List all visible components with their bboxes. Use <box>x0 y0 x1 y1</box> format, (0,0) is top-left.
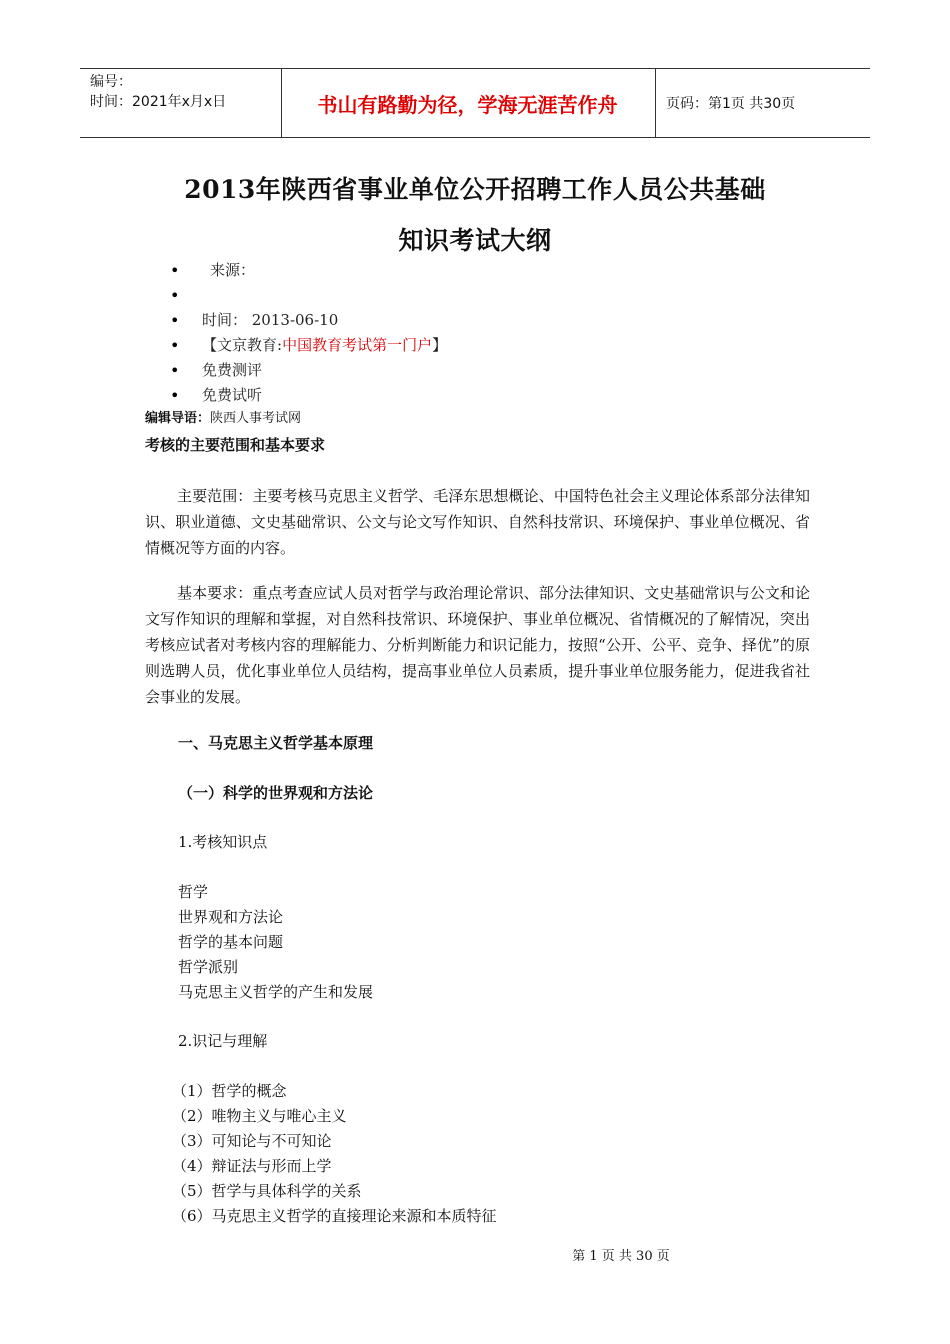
list-item: 哲学的基本问题 <box>178 933 284 951</box>
meta-time: • 时间： 2013-06-10 <box>170 308 447 333</box>
understanding-label: 2.识记与理解 <box>178 1032 268 1050</box>
list-item: （4）辩证法与形而上学 <box>172 1157 332 1175</box>
document-title-line1: 2013年陕西省事业单位公开招聘工作人员公共基础 <box>184 175 766 204</box>
list-item: （6）马克思主义哲学的直接理论来源和本质特征 <box>172 1207 497 1225</box>
document-header <box>80 68 870 138</box>
meta-free-listen[interactable]: • 免费试听 <box>170 383 447 408</box>
list-item: 马克思主义哲学的产生和发展 <box>178 983 374 1001</box>
header-motto: 书山有路勤为径，学海无涯苦作舟 <box>317 92 618 117</box>
understanding-list <box>172 1079 497 1229</box>
header-divider-right <box>655 69 656 137</box>
list-item: 哲学派别 <box>178 958 239 976</box>
page-footer: 第 1 页 共 30 页 <box>572 1249 670 1264</box>
list-item: （3）可知论与不可知论 <box>172 1132 332 1150</box>
editor-note: 编辑导语：陕西人事考试网 <box>145 411 302 426</box>
header-left-cell <box>90 72 280 112</box>
section-heading: 考核的主要范围和基本要求 <box>145 436 326 454</box>
number-label: 编号： <box>90 74 132 90</box>
list-item: 世界观和方法论 <box>178 908 284 926</box>
document-title-line2: 知识考试大纲 <box>398 226 552 255</box>
list-item: （5）哲学与具体科学的关系 <box>172 1182 362 1200</box>
sub1-heading: （一）科学的世界观和方法论 <box>178 784 374 802</box>
meta-source: • 来源： <box>170 258 447 283</box>
knowledge-points-list <box>178 880 373 1005</box>
meta-free-eval[interactable]: • 免费测评 <box>170 358 447 383</box>
requirement-paragraph: 基本要求：重点考查应试人员对哲学与政治理论常识、部分法律知识、文史基础常识与公文和论文写作知识的理解和掌握，对自然科技常识、环境保护、事业单位概况、省情概况的了解情况，突出考核应试者对考核内容的理解能力、分析判断能力和识记能力，按照“公开、公平、竞争、择优”的原则选聘人员，优化事业单位人员结构，提高事业单位人员素质，提升事业单位服务能力，促进我省社会事业的发展。 <box>145 584 810 706</box>
list-item: （2）唯物主义与唯心主义 <box>172 1107 347 1125</box>
meta-wenjing: • 【文京教育:中国教育考试第一门户】 <box>170 333 447 358</box>
knowledge-points-label: 1.考核知识点 <box>178 833 268 851</box>
time-label: 时间：2021年x月x日 <box>90 94 227 110</box>
wenjing-link[interactable]: 中国教育考试第一门户 <box>282 336 433 354</box>
header-page-info: 页码：第1页 共30页 <box>666 96 796 112</box>
list-item: （1）哲学的概念 <box>172 1082 287 1100</box>
list-item: 哲学 <box>178 883 209 901</box>
meta-list <box>170 258 447 408</box>
part1-heading: 一、马克思主义哲学基本原理 <box>178 734 374 752</box>
meta-empty <box>170 283 447 308</box>
scope-paragraph: 主要范围：主要考核马克思主义哲学、毛泽东思想概论、中国特色社会主义理论体系部分法律知识、职业道德、文史基础常识、公文与论文写作知识、自然科技常识、环境保护、事业单位概况、省情概况等方面的内容。 <box>145 487 810 557</box>
